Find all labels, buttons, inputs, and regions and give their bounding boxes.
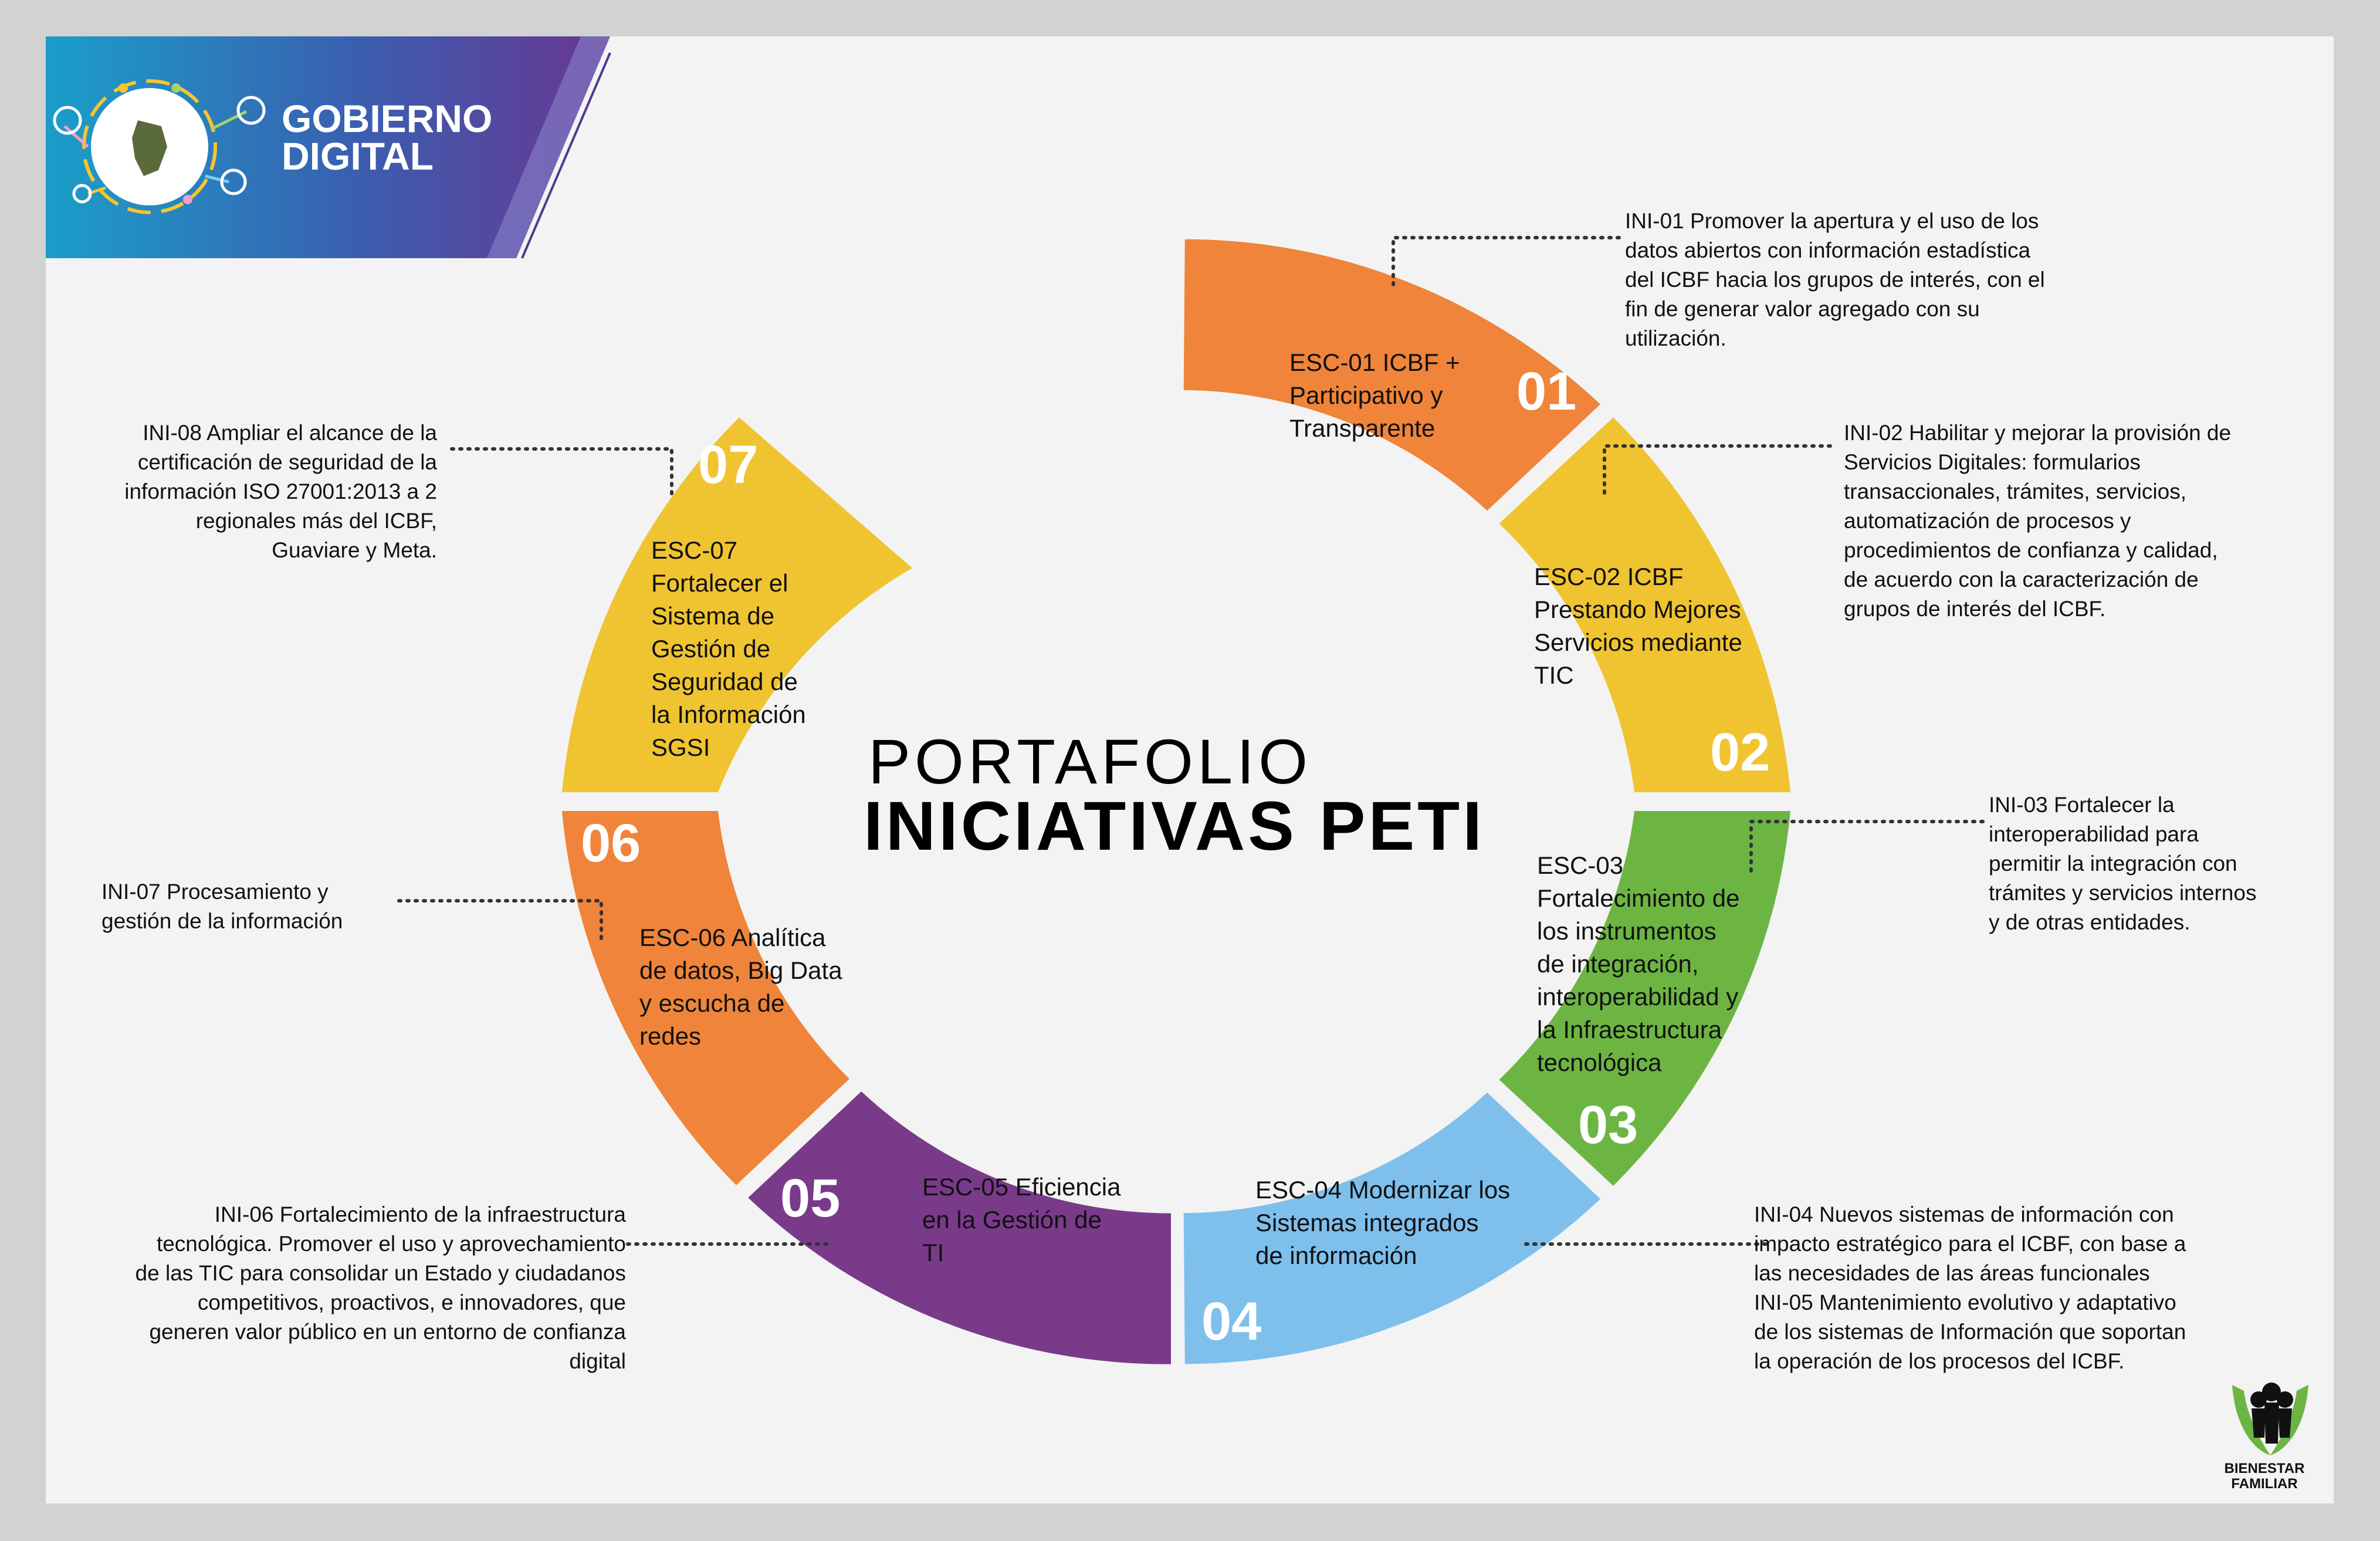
segment-text-line: de datos, Big Data xyxy=(639,957,842,984)
segment-text-line: Servicios mediante xyxy=(1534,628,1742,656)
title-line1: PORTAFOLIO xyxy=(868,726,1312,797)
segment-text-line: ESC-01 ICBF + xyxy=(1289,349,1460,376)
title-line2: INICIATIVAS PETI xyxy=(864,788,1485,865)
segment-text-line: TI xyxy=(922,1239,944,1266)
segment-07-text xyxy=(651,534,806,764)
initiative-line: Guaviare y Meta. xyxy=(272,538,437,562)
initiative-line: gestión de la información xyxy=(101,909,343,933)
initiative-line: competitivos, proactivos, e innovadores, que xyxy=(197,1290,626,1314)
segment-text-line: SGSI xyxy=(651,734,710,761)
initiative-line: INI-01 Promover la apertura y el uso de los xyxy=(1625,209,2039,233)
initiative-line: del ICBF hacia los grupos de interés, con el xyxy=(1625,268,2045,292)
initiative-line: interoperabilidad para xyxy=(1989,822,2199,846)
segment-text-line: Sistemas integrados xyxy=(1255,1209,1479,1236)
initiative-line: regionales más del ICBF, xyxy=(195,509,437,533)
gobierno-digital-title xyxy=(282,97,493,178)
initiative-ini-08 xyxy=(124,418,437,565)
initiative-line: datos abiertos con información estadística xyxy=(1625,238,2031,262)
segment-03-text xyxy=(1537,849,1740,1079)
initiative-line: fin de generar valor agregado con su xyxy=(1625,297,1980,321)
initiative-line: permitir la integración con xyxy=(1989,851,2237,876)
segment-text-line: tecnológica xyxy=(1537,1049,1662,1076)
initiative-line: grupos de interés del ICBF. xyxy=(1844,597,2106,621)
initiative-line: utilización. xyxy=(1625,326,1726,350)
connector-ini-01 xyxy=(1393,238,1619,285)
initiative-line: automatización de procesos y xyxy=(1844,509,2131,533)
segment-03-number: 03 xyxy=(1578,1095,1638,1155)
bienestar-familiar-line2: FAMILIAR xyxy=(2231,1476,2298,1492)
initiative-ini-02 xyxy=(1844,418,2231,624)
segment-01-text xyxy=(1289,346,1460,445)
bienestar-familiar-logo-icon xyxy=(2232,1383,2308,1455)
initiative-line: trámites y servicios internos xyxy=(1989,881,2257,905)
segment-text-line: los instrumentos xyxy=(1537,917,1717,945)
initiative-line: INI-07 Procesamiento y xyxy=(101,880,329,904)
segment-text-line: de integración, xyxy=(1537,950,1699,978)
segment-07-number: 07 xyxy=(698,435,759,495)
segment-text-line: de información xyxy=(1255,1242,1417,1269)
segment-text-line: Gestión de xyxy=(651,635,771,663)
segment-text-line: Fortalecimiento de xyxy=(1537,884,1740,912)
segment-text-line: Transparente xyxy=(1289,414,1436,442)
segment-text-line: ESC-05 Eficiencia xyxy=(922,1173,1121,1201)
initiative-ini-01 xyxy=(1625,207,2045,353)
initiative-ini-06 xyxy=(136,1200,626,1376)
initiative-line: generen valor público en un entorno de confianza xyxy=(149,1320,626,1344)
initiative-ini-07 xyxy=(101,877,343,936)
initiative-line: INI-04 Nuevos sistemas de información con xyxy=(1754,1202,2174,1226)
segment-text-line: Seguridad de xyxy=(651,668,798,695)
segment-text-line: interoperabilidad y xyxy=(1537,983,1739,1011)
segment-text-line: ESC-04 Modernizar los xyxy=(1255,1176,1511,1204)
segment-text-line: y escucha de xyxy=(639,989,785,1017)
segment-text-line: ESC-02 ICBF xyxy=(1534,563,1684,590)
initiative-line: impacto estratégico para el ICBF, con base a xyxy=(1754,1232,2186,1256)
segment-text-line: Prestando Mejores xyxy=(1534,596,1741,623)
initiative-line: INI-05 Mantenimiento evolutivo y adaptativo xyxy=(1754,1290,2176,1314)
segment-text-line: Sistema de xyxy=(651,602,775,630)
initiative-ini-03 xyxy=(1989,790,2256,937)
segment-text-line: TIC xyxy=(1534,661,1574,689)
initiative-line: INI-03 Fortalecer la xyxy=(1989,793,2175,817)
segment-01-number: 01 xyxy=(1516,361,1577,421)
initiative-line: de acuerdo con la caracterización de xyxy=(1844,567,2199,592)
segment-text-line: redes xyxy=(639,1022,702,1050)
initiative-line: INI-06 Fortalecimiento de la infraestructura xyxy=(214,1202,626,1226)
segment-text-line: ESC-07 xyxy=(651,536,738,564)
initiative-line: certificación de seguridad de la xyxy=(137,450,437,474)
initiative-line: Servicios Digitales: formularios xyxy=(1844,450,2141,474)
segment-02-text xyxy=(1534,560,1742,692)
segment-text-line: la Información xyxy=(651,701,806,728)
connector-ini-07 xyxy=(399,901,601,945)
initiative-line: tecnológica. Promover el uso y aprovechamiento xyxy=(156,1232,626,1256)
segment-04-number: 04 xyxy=(1201,1292,1262,1351)
initiative-line: las necesidades de las áreas funcionales xyxy=(1754,1261,2150,1285)
initiative-line: digital xyxy=(569,1349,626,1373)
segment-04-text xyxy=(1255,1174,1510,1272)
initiative-ini-04-05 xyxy=(1754,1200,2186,1376)
segment-text-line: ESC-03 xyxy=(1537,851,1624,879)
segment-05-number: 05 xyxy=(780,1168,841,1228)
gobierno-digital-line2: DIGITAL xyxy=(282,134,434,178)
bienestar-familiar-label xyxy=(2218,1461,2311,1492)
initiative-line: y de otras entidades. xyxy=(1989,910,2191,934)
segment-text-line: en la Gestión de xyxy=(922,1206,1102,1234)
gobierno-digital-line1: GOBIERNO xyxy=(282,97,493,140)
initiative-line: información ISO 27001:2013 a 2 xyxy=(124,479,437,503)
segment-02-number: 02 xyxy=(1710,722,1770,782)
segment-05-text xyxy=(922,1171,1120,1269)
segment-text-line: Fortalecer el xyxy=(651,569,788,597)
segment-text-line: Participativo y xyxy=(1289,381,1443,409)
initiative-line: la operación de los procesos del ICBF. xyxy=(1754,1349,2125,1373)
initiative-line: INI-02 Habilitar y mejorar la provisión de xyxy=(1844,421,2232,445)
initiative-line: de las TIC para consolidar un Estado y ciudadanos xyxy=(135,1261,626,1285)
initiative-line: procedimientos de confianza y calidad, xyxy=(1844,538,2218,562)
connector-ini-08 xyxy=(452,449,672,496)
initiative-line: INI-08 Ampliar el alcance de la xyxy=(143,421,437,445)
segment-text-line: la Infraestructura xyxy=(1537,1016,1722,1043)
segment-06-number: 06 xyxy=(581,813,641,873)
initiative-line: transaccionales, trámites, servicios, xyxy=(1844,479,2186,503)
segment-text-line: ESC-06 Analítica xyxy=(639,924,826,951)
bienestar-familiar-line1: BIENESTAR xyxy=(2224,1461,2305,1476)
initiative-line: de los sistemas de Información que soportan xyxy=(1754,1320,2186,1344)
segment-06-text xyxy=(639,921,842,1053)
